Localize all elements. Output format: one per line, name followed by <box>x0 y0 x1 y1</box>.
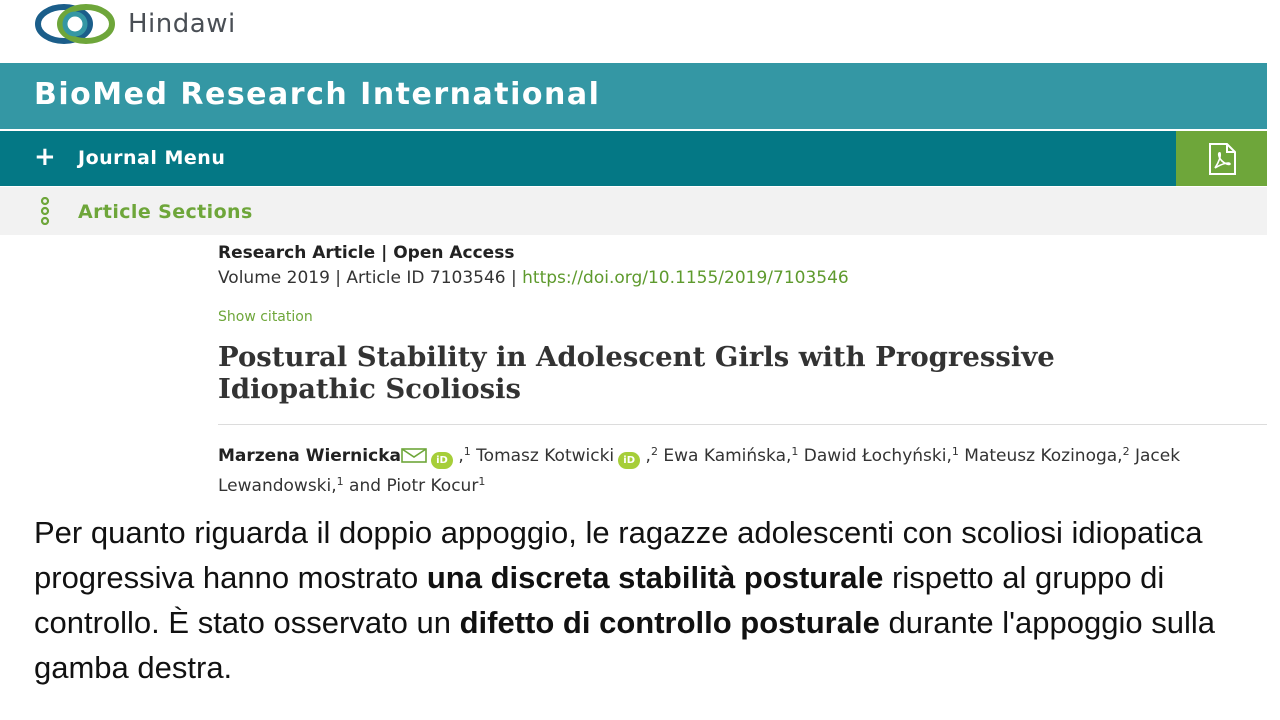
caption-text: rispetto al gruppo di controllo. È stato osservato un <box>34 560 1165 640</box>
mail-icon[interactable] <box>401 448 427 463</box>
journal-menu-bar[interactable] <box>0 131 1176 186</box>
show-citation-link[interactable]: Show citation <box>218 309 313 325</box>
affiliation-number[interactable]: 1 <box>463 445 471 458</box>
caption-emphasis: una discreta stabilità posturale <box>426 560 884 595</box>
affiliation-number[interactable]: 1 <box>478 475 486 488</box>
author-name[interactable]: Ewa Kamińska, <box>657 446 792 466</box>
hindawi-logo-icon <box>34 3 118 45</box>
author-name[interactable]: Tomasz Kotwicki <box>470 446 615 466</box>
affiliation-number[interactable]: 2 <box>1122 445 1130 458</box>
plus-icon[interactable]: + <box>34 142 56 172</box>
article-sections-bar[interactable] <box>0 187 1267 235</box>
caption-text: Per quanto riguarda il doppio appoggio, le ragazze adolescenti con scoliosi idiopatica progressiva hanno mostrato <box>34 515 1203 595</box>
journal-header <box>0 63 1267 129</box>
doi-link[interactable]: https://doi.org/10.1155/2019/7103546 <box>522 268 849 288</box>
affiliation-number[interactable]: 2 <box>650 445 658 458</box>
dots-vertical-icon[interactable] <box>38 197 52 225</box>
author-separator: , <box>452 446 464 466</box>
pdf-icon <box>1205 142 1239 176</box>
author-list <box>218 439 1228 499</box>
article-type: Research Article | Open Access <box>218 243 515 263</box>
affiliation-number[interactable]: 1 <box>791 445 799 458</box>
author-name[interactable]: Jacek Lewandowski, <box>218 446 1181 496</box>
hindawi-logo[interactable] <box>34 2 236 46</box>
article-sections-label[interactable]: Article Sections <box>78 201 253 223</box>
divider <box>218 424 1267 425</box>
affiliation-number[interactable]: 1 <box>336 475 344 488</box>
journal-menu-label[interactable]: Journal Menu <box>78 147 226 169</box>
caption-emphasis: difetto di controllo posturale <box>459 605 880 640</box>
caption-text: durante l'appoggio sulla gamba destra. <box>34 605 1215 685</box>
volume-info: Volume 2019 | Article ID 7103546 | <box>218 268 523 288</box>
logo-text: Hindawi <box>128 9 236 39</box>
slide-caption <box>34 510 1244 690</box>
affiliation-number[interactable]: 1 <box>951 445 959 458</box>
article-title: Postural Stability in Adolescent Girls with Progressive Idiopathic Scoliosis <box>218 341 1055 405</box>
author-name[interactable]: Mateusz Kozinoga, <box>958 446 1123 466</box>
orcid-icon[interactable]: iD <box>618 452 640 469</box>
author-name[interactable]: Marzena Wiernicka <box>218 446 401 466</box>
logo-bar <box>0 0 1280 62</box>
pdf-download-button[interactable] <box>1176 131 1267 186</box>
author-separator: , <box>640 446 651 466</box>
orcid-icon[interactable]: iD <box>431 452 453 469</box>
article-meta <box>218 268 849 288</box>
author-name[interactable]: Dawid Łochyński, <box>798 446 952 466</box>
author-name[interactable]: and Piotr Kocur <box>343 476 479 496</box>
journal-title[interactable]: BioMed Research International <box>34 77 601 112</box>
